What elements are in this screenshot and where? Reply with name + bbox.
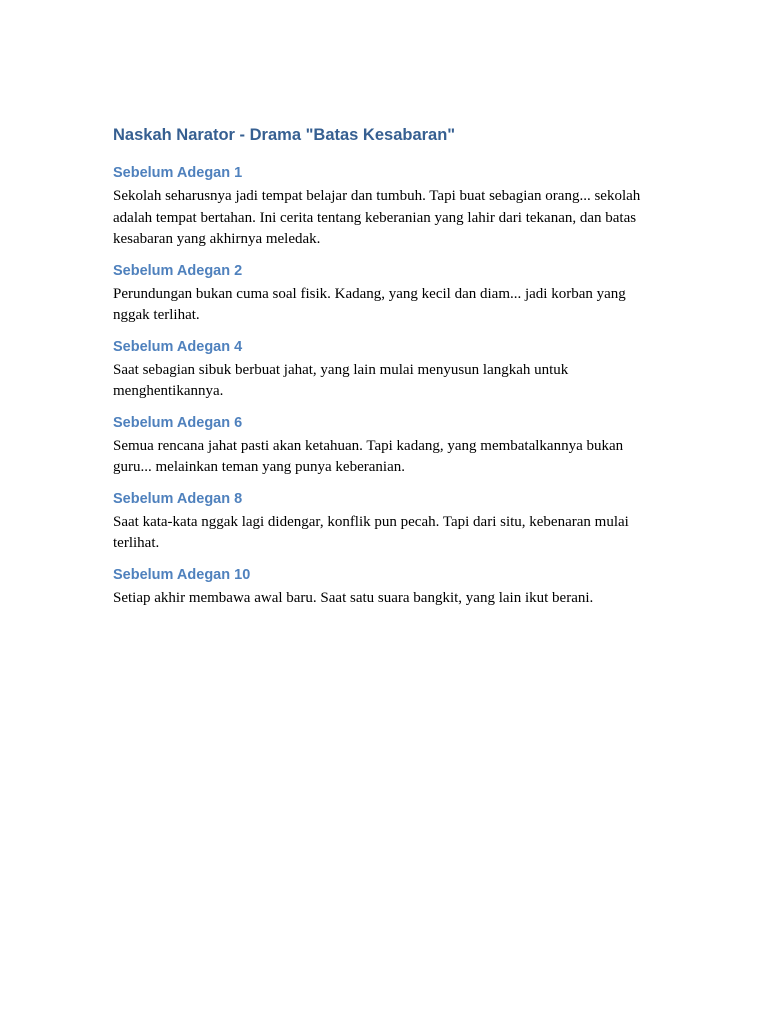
section-paragraph: Saat kata-kata nggak lagi didengar, konflik pun pecah. Tapi dari situ, kebenaran mulai terlihat. (113, 513, 629, 551)
section-heading: Sebelum Adegan 2 (113, 262, 243, 279)
section-adegan-4 (113, 336, 658, 403)
section-heading: Sebelum Adegan 4 (113, 338, 243, 355)
section-adegan-1 (113, 162, 658, 251)
section-paragraph: Setiap akhir membawa awal baru. Saat satu suara bangkit, yang lain ikut berani. (113, 589, 594, 606)
section-paragraph: Saat sebagian sibuk berbuat jahat, yang lain mulai menyusun langkah untuk menghentikannya. (113, 361, 569, 399)
section-adegan-8 (113, 488, 658, 555)
section-heading: Sebelum Adegan 6 (113, 414, 243, 431)
section-adegan-10 (113, 564, 658, 610)
section-paragraph: Semua rencana jahat pasti akan ketahuan. Tapi kadang, yang membatalkannya bukan guru... melainkan teman yang punya keberanian. (113, 437, 624, 475)
section-paragraph: Sekolah seharusnya jadi tempat belajar dan tumbuh. Tapi buat sebagian orang... sekolah adalah tempat bertahan. Ini cerita tentang keberanian yang lahir dari tekanan, dan batas kesabaran yang akhirnya meledak. (113, 188, 641, 247)
section-adegan-2 (113, 260, 658, 327)
section-heading: Sebelum Adegan 10 (113, 566, 251, 583)
section-heading: Sebelum Adegan 8 (113, 490, 243, 507)
section-paragraph: Perundungan bukan cuma soal fisik. Kadang, yang kecil dan diam... jadi korban yang nggak terlihat. (113, 285, 626, 323)
section-heading: Sebelum Adegan 1 (113, 165, 243, 181)
document-content (113, 123, 658, 618)
document-title: Naskah Narator - Drama "Batas Kesabaran" (113, 126, 456, 144)
section-adegan-6 (113, 412, 658, 479)
